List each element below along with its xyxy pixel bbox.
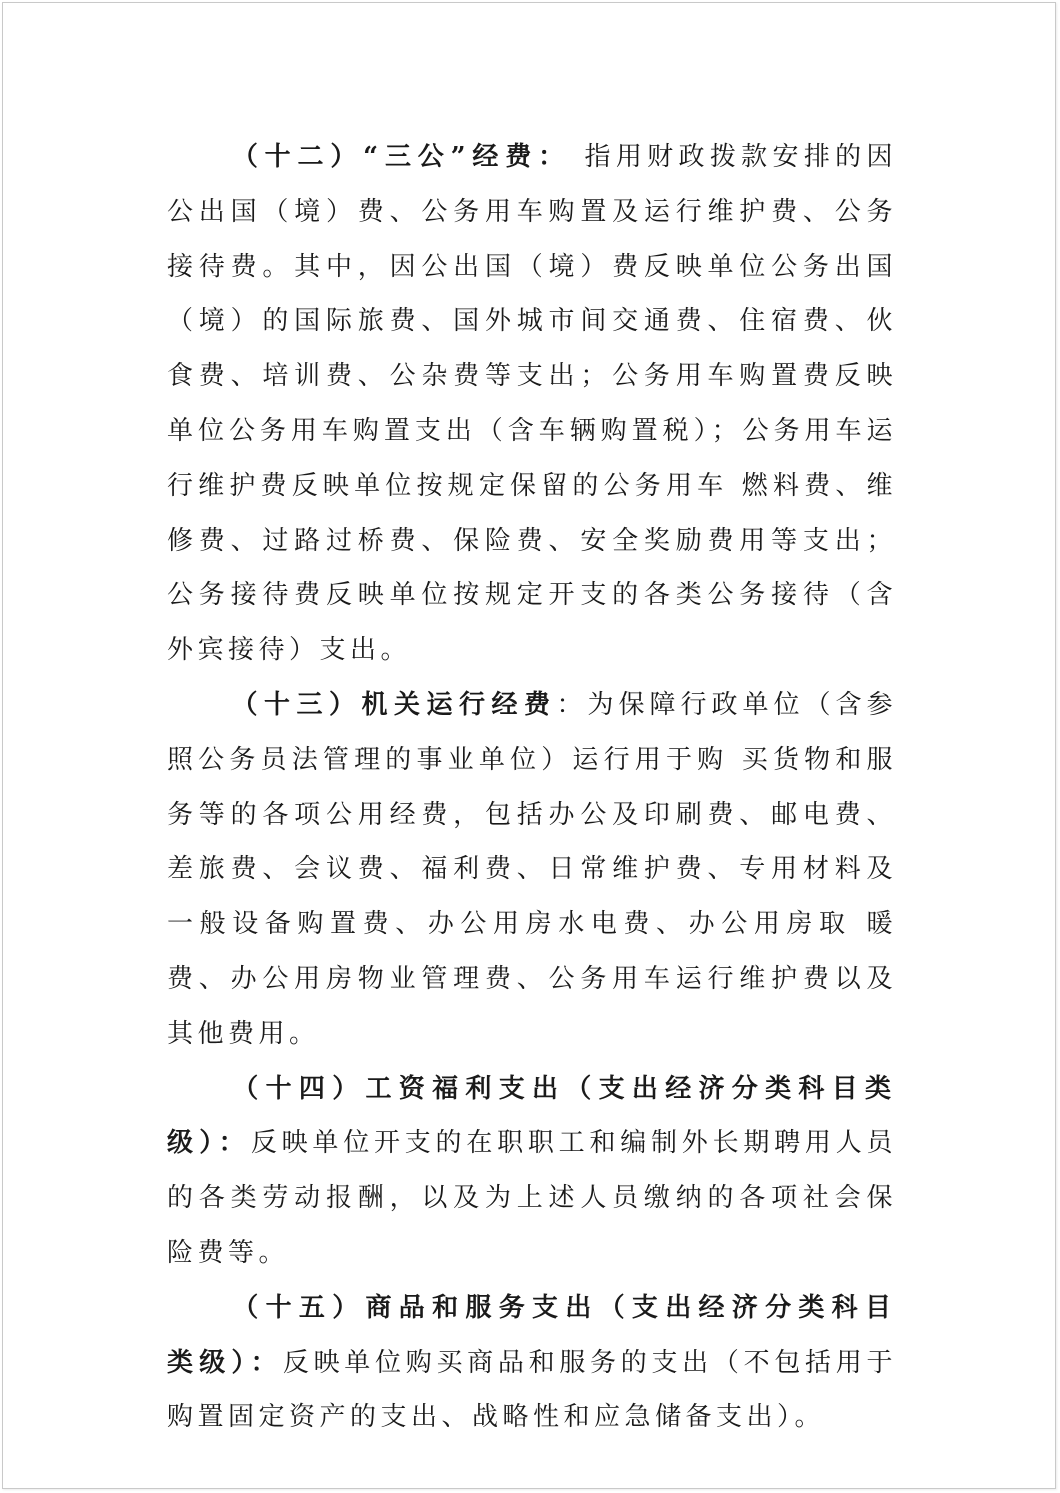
text-sangong-funds: 指用财政拨款安排的因公出国（境）费、公务用车购置及运行维护费、公务接待费。其中，因公出国（境）费反映单位公务出国（境）的国际旅费、国外城市间交通费、住宿费、伙食费、培训费、公杂费等支出；公务用车购置费反映单位公务用车购置支出（含车辆购置税）；公务用车运行维护费反映单位按规定保留的公务用车 燃料费、维修费、过路过桥费、保险费、安全奖励费用等支出；公务接待费反映单位按规定开支的各类公务接待（含外宾接待）支出。 bbox=[167, 142, 897, 666]
text-operating-funds: ：为保障行政单位（含参照公务员法管理的事业单位）运行用于购 买货物和服务等的各项公用经费，包括办公及印刷费、邮电费、差旅费、会议费、福利费、日常维护费、专用材料及一般设备购置费、办公用房水电费、办公用房取 暖费、办公用房物业管理费、公务用车运行维护费以及其他费用。 bbox=[167, 689, 897, 1049]
heading-goods-services: （十五）商品和服务支出（支出经济分类科目类级）： bbox=[167, 1292, 897, 1378]
heading-wage-welfare: （十四）工资福利支出（支出经济分类科目类级）： bbox=[167, 1073, 897, 1159]
paragraph-wage-welfare bbox=[167, 1062, 897, 1281]
text-goods-services: 反映单位购买商品和服务的支出（不包括用于购置固定资产的支出、战略性和应急储备支出）。 bbox=[167, 1347, 897, 1433]
paragraph-sangong-funds bbox=[167, 130, 897, 678]
text-wage-welfare: 反映单位开支的在职职工和编制外长期聘用人员的各类劳动报酬，以及为上述人员缴纳的各项社会保险费等。 bbox=[167, 1128, 897, 1268]
paragraph-operating-funds bbox=[167, 678, 897, 1062]
heading-sangong-funds: （十二）“三公”经费： bbox=[231, 142, 571, 172]
document-body bbox=[167, 130, 897, 1445]
heading-operating-funds: （十三）机关运行经费 bbox=[231, 689, 557, 720]
paragraph-goods-services bbox=[167, 1281, 897, 1445]
